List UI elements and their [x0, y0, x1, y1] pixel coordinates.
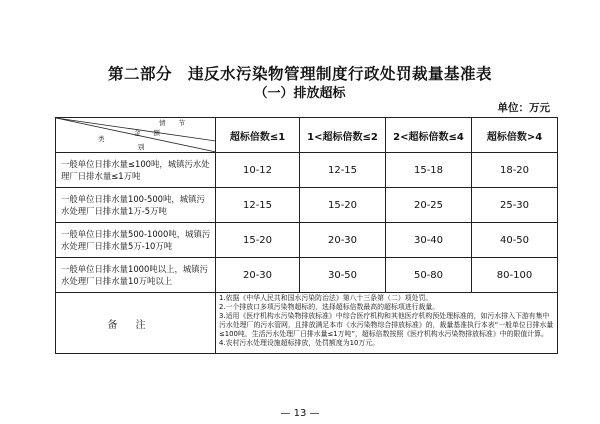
cell-value: 15-18 — [386, 153, 472, 188]
penalty-table — [55, 117, 558, 354]
page-number: — 13 — — [280, 408, 320, 419]
cell-value: 20-25 — [386, 188, 472, 223]
cell-value: 10-12 — [216, 153, 300, 188]
table-row — [56, 258, 558, 293]
row-category: 一般单位日排水量500-1000吨，城镇污水处理厂日排水量5万-10万吨 — [56, 223, 216, 258]
section-subtitle: （一）排放超标 — [254, 86, 346, 101]
cell-value: 80-100 — [472, 258, 558, 293]
row-category: 一般单位日排水量100-500吨，城镇污水处理厂日排水量1万-5万吨 — [56, 188, 216, 223]
col-header-3: 2<超标倍数≤4 — [386, 118, 472, 153]
cell-value: 40-50 — [472, 223, 558, 258]
cell-value: 12-15 — [300, 153, 386, 188]
col-header-1: 超标倍数≤1 — [216, 118, 300, 153]
table-header-row — [56, 118, 558, 153]
diag-label-amount: 金 额 — [134, 129, 160, 137]
diagonal-header-cell — [56, 118, 216, 153]
diag-label-category-top: 类 — [98, 135, 105, 143]
notes-content — [216, 293, 558, 354]
cell-value: 50-80 — [386, 258, 472, 293]
note-item: 1.依据《中华人民共和国水污染防治法》第八十三条第（二）项处罚。 — [219, 294, 433, 302]
table-row — [56, 153, 558, 188]
cell-value: 30-40 — [386, 223, 472, 258]
table-row — [56, 188, 558, 223]
cell-value: 18-20 — [472, 153, 558, 188]
notes-label: 备注 — [56, 293, 216, 354]
cell-value: 15-20 — [300, 188, 386, 223]
cell-value: 25-30 — [472, 188, 558, 223]
notes-row — [56, 293, 558, 354]
table-row — [56, 223, 558, 258]
unit-label: 单位：万元 — [497, 102, 550, 114]
cell-value: 20-30 — [300, 223, 386, 258]
diag-label-category-bottom: 别 — [138, 143, 145, 151]
row-category: 一般单位日排水量≤100吨，城镇污水处理厂日排水量≤1万吨 — [56, 153, 216, 188]
col-header-4: 超标倍数>4 — [472, 118, 558, 153]
cell-value: 30-50 — [300, 258, 386, 293]
col-header-2: 1<超标倍数≤2 — [300, 118, 386, 153]
note-item: 4.农村污水处理设施超标排放，处罚额度为10万元。 — [219, 339, 380, 348]
cell-value: 12-15 — [216, 188, 300, 223]
cell-value: 15-20 — [216, 223, 300, 258]
page-title: 第二部分 违反水污染物管理制度行政处罚裁量基准表 — [107, 64, 492, 83]
note-item: 3.适用《医疗机构水污染物排放标准》中综合医疗机构和其他医疗机构预处理标准的，如污水排入下游有集中污水处理厂的污水管网，且排放满足本市《水污染物综合排放标准》的，裁量基准执行本表“一般单位日排水量≤100吨，生活污水处理厂日排水量≤1万吨”，超标倍数按照《医疗机构水污染物排放标准》中的限值计算。 — [219, 312, 554, 339]
row-category: 一般单位日排水量1000吨以上，城镇污水处理厂日排水量10万吨以上 — [56, 258, 216, 293]
diag-label-circumstance: 情 节 — [159, 119, 185, 127]
note-item: 2.一个排放口多项污染物超标的，选择超标倍数最高的超标项进行裁量。 — [219, 303, 440, 312]
cell-value: 20-30 — [216, 258, 300, 293]
